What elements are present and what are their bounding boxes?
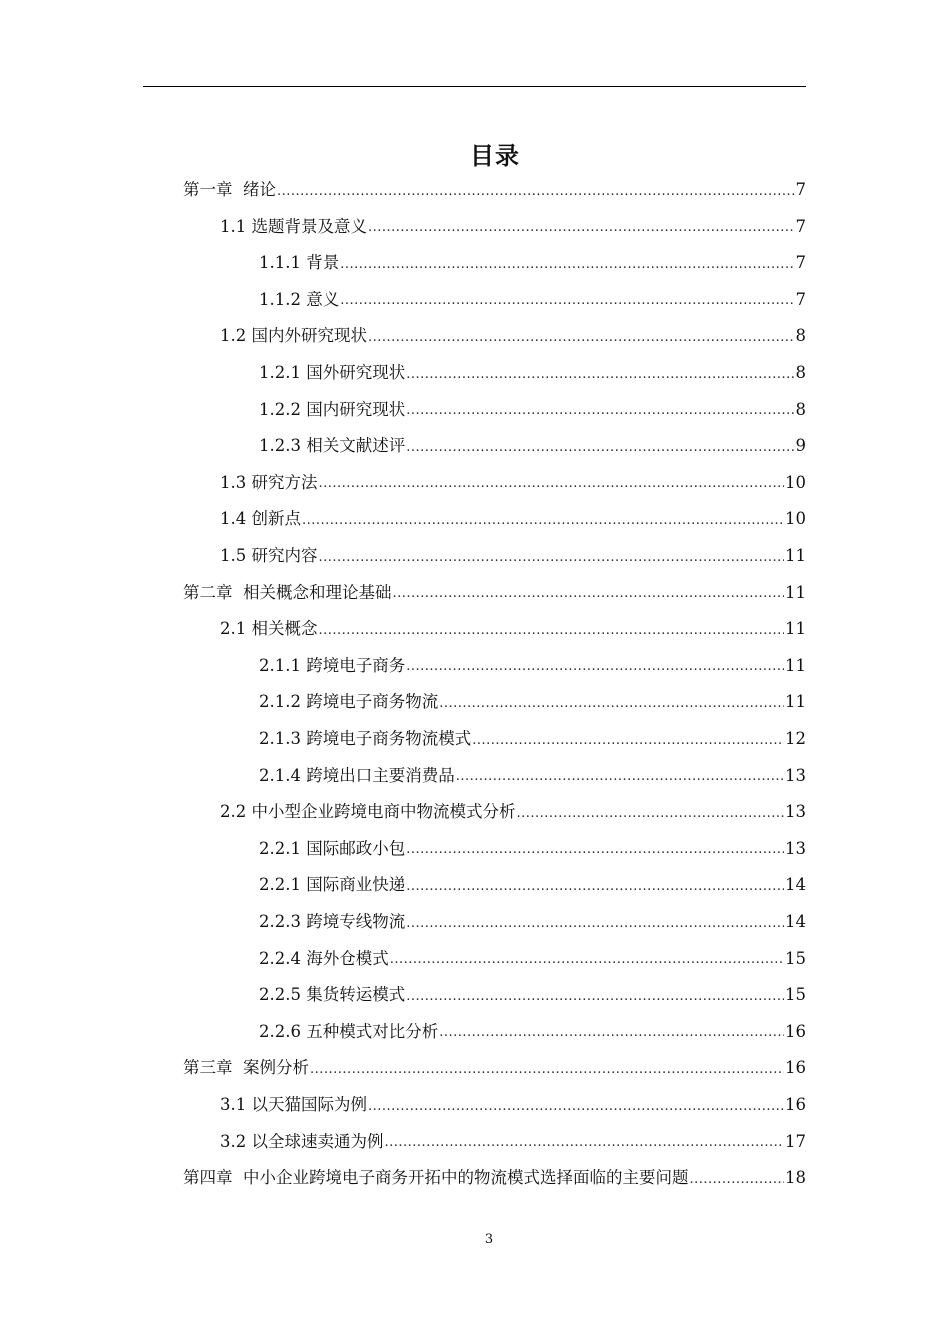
toc-entry[interactable]: [220, 209, 806, 246]
toc-dot-leader: [517, 807, 785, 831]
toc-dot-leader: [439, 1026, 784, 1050]
toc-entry-page: 8: [795, 399, 806, 419]
toc-dot-leader: [310, 1063, 784, 1087]
toc-dot-leader: [406, 843, 784, 867]
toc-dot-leader: [385, 1136, 785, 1160]
toc-dot-leader: [406, 441, 794, 465]
toc-dot-leader: [472, 734, 784, 758]
toc-entry-page: 15: [785, 985, 806, 1005]
toc-entry-label: 2.2.4 海外仓模式: [259, 948, 389, 968]
toc-dot-leader: [456, 770, 784, 794]
toc-entry[interactable]: [220, 1087, 806, 1124]
toc-entry[interactable]: [259, 428, 806, 465]
toc-entry-label: 1.2.1 国外研究现状: [259, 363, 406, 383]
toc-dot-leader: [390, 953, 784, 977]
toc-entry-label: 1.2 国内外研究现状: [220, 326, 367, 346]
toc-entry[interactable]: [259, 941, 806, 978]
toc-dot-leader: [406, 880, 784, 904]
toc-entry-label: 1.2.3 相关文献述评: [259, 436, 406, 456]
toc-entry-page: 7: [795, 289, 806, 309]
toc-entry-label: 2.2.6 五种模式对比分析: [259, 1021, 439, 1041]
toc-entry-label: 1.1.1 背景: [259, 253, 340, 273]
toc-entry-label: 第二章 相关概念和理论基础: [183, 582, 392, 602]
toc-entry-label: 1.4 创新点: [220, 509, 301, 529]
toc-entry[interactable]: [259, 831, 806, 868]
toc-entry-page: 17: [785, 1131, 806, 1151]
toc-entry[interactable]: [259, 684, 806, 721]
toc-dot-leader: [302, 514, 784, 538]
toc-entry-label: 1.5 研究内容: [220, 546, 318, 566]
toc-title: 目录: [470, 142, 520, 170]
toc-entry[interactable]: [259, 245, 806, 282]
toc-dot-leader: [340, 294, 794, 318]
toc-entry[interactable]: [259, 392, 806, 429]
toc-entry-page: 18: [785, 1168, 806, 1188]
toc-dot-leader: [340, 258, 794, 282]
toc-entry[interactable]: [220, 465, 806, 502]
toc-entry-page: 16: [785, 1021, 806, 1041]
toc-dot-leader: [368, 221, 795, 245]
toc-entry-label: 2.2.1 国际商业快递: [259, 875, 406, 895]
toc-entry-label: 2.1.1 跨境电子商务: [259, 655, 406, 675]
toc-entry-page: 7: [795, 253, 806, 273]
toc-entry-page: 14: [785, 875, 806, 895]
toc-dot-leader: [406, 660, 784, 684]
toc-entry-page: 11: [785, 655, 806, 675]
toc-entry[interactable]: [183, 575, 806, 612]
toc-entry-label: 第三章 案例分析: [183, 1058, 309, 1078]
toc-entry[interactable]: [220, 794, 806, 831]
toc-entry[interactable]: [259, 867, 806, 904]
toc-entry-label: 2.1.3 跨境电子商务物流模式: [259, 729, 472, 749]
toc-dot-leader: [406, 368, 794, 392]
toc-entry-page: 16: [785, 1095, 806, 1115]
toc-entry[interactable]: [220, 501, 806, 538]
toc-entry[interactable]: [259, 721, 806, 758]
toc-entry-page: 8: [795, 363, 806, 383]
toc-entry[interactable]: [220, 538, 806, 575]
toc-entry[interactable]: [183, 1050, 806, 1087]
toc-entry-page: 9: [795, 436, 806, 456]
toc-entry-page: 16: [785, 1058, 806, 1078]
toc-entry-page: 15: [785, 948, 806, 968]
toc-entry-label: 2.2.5 集货转运模式: [259, 985, 406, 1005]
toc-dot-leader: [277, 185, 795, 209]
toc-entry-page: 11: [785, 619, 806, 639]
toc-entry-label: 3.1 以天猫国际为例: [220, 1095, 367, 1115]
toc-entry[interactable]: [183, 1160, 806, 1197]
toc-entry-page: 12: [785, 729, 806, 749]
toc-dot-leader: [319, 624, 785, 648]
toc-entry-page: 11: [785, 582, 806, 602]
toc-entry-label: 2.2.3 跨境专线物流: [259, 912, 406, 932]
toc-entry-label: 2.2 中小型企业跨境电商中物流模式分析: [220, 802, 516, 822]
toc-dot-leader: [406, 404, 794, 428]
toc-entry-page: 8: [795, 326, 806, 346]
toc-entry-label: 1.1 选题背景及意义: [220, 216, 367, 236]
toc-entry-page: 7: [795, 216, 806, 236]
toc-entry[interactable]: [220, 1124, 806, 1161]
toc-entry-label: 2.2.1 国际邮政小包: [259, 838, 406, 858]
toc-entry-label: 2.1.4 跨境出口主要消费品: [259, 765, 455, 785]
toc-entry-label: 2.1 相关概念: [220, 619, 318, 639]
toc-dot-leader: [406, 917, 784, 941]
toc-dot-leader: [690, 1173, 785, 1197]
toc-entry[interactable]: [259, 758, 806, 795]
toc-entry-label: 1.3 研究方法: [220, 472, 318, 492]
toc-entry[interactable]: [259, 977, 806, 1014]
toc-entry-page: 10: [785, 472, 806, 492]
toc-dot-leader: [439, 697, 784, 721]
toc-entry[interactable]: [259, 282, 806, 319]
toc-dot-leader: [406, 990, 784, 1014]
toc-dot-leader: [368, 1100, 784, 1124]
toc-entry[interactable]: [259, 355, 806, 392]
toc-dot-leader: [319, 551, 785, 575]
toc-entry-page: 11: [785, 692, 806, 712]
toc-entry[interactable]: [220, 318, 806, 355]
toc-entry-page: 11: [785, 546, 806, 566]
toc-entry-page: 13: [785, 765, 806, 785]
toc-entry-page: 13: [785, 802, 806, 822]
toc-entry-label: 第一章 绪论: [183, 180, 276, 200]
toc-entry[interactable]: [183, 172, 806, 209]
toc-entry-label: 1.2.2 国内研究现状: [259, 399, 406, 419]
toc-entry-label: 2.1.2 跨境电子商务物流: [259, 692, 439, 712]
toc-entry-label: 第四章 中小企业跨境电子商务开拓中的物流模式选择面临的主要问题: [183, 1168, 689, 1188]
toc-entry-label: 3.2 以全球速卖通为例: [220, 1131, 384, 1151]
toc-entry-label: 1.1.2 意义: [259, 289, 340, 309]
toc-entry[interactable]: [220, 611, 806, 648]
toc-entry-page: 13: [785, 838, 806, 858]
page-number: 3: [484, 1232, 494, 1247]
toc-dot-leader: [319, 477, 785, 501]
toc-entry[interactable]: [259, 904, 806, 941]
toc-entry-page: 7: [795, 180, 806, 200]
toc-entry-page: 10: [785, 509, 806, 529]
toc-entry[interactable]: [259, 1014, 806, 1051]
header-rule: [143, 86, 806, 87]
toc-dot-leader: [368, 331, 795, 355]
toc-entry-page: 14: [785, 912, 806, 932]
toc-entry[interactable]: [259, 648, 806, 685]
toc-dot-leader: [393, 587, 785, 611]
